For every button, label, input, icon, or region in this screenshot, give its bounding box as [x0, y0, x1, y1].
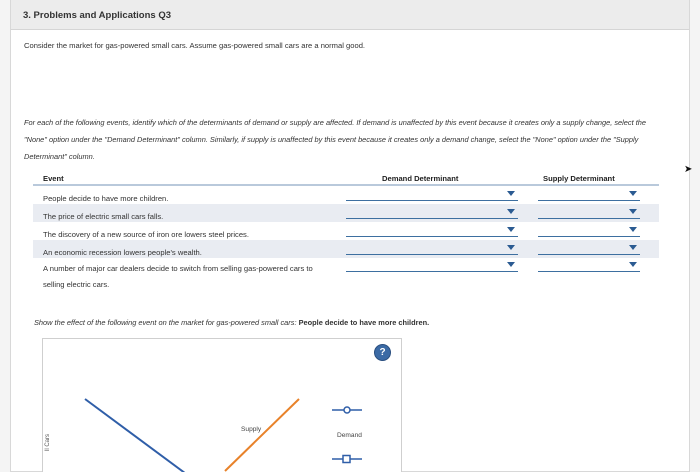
demand-tool-icon[interactable] — [332, 406, 362, 414]
supply-tool-icon[interactable] — [332, 454, 362, 464]
demand-determinant-dropdown[interactable] — [346, 208, 518, 219]
dropdown-arrow-icon[interactable] — [507, 191, 515, 196]
event-text: The price of electric small cars falls. — [43, 212, 164, 221]
graph-panel[interactable] — [42, 338, 402, 472]
supply-determinant-dropdown[interactable] — [538, 244, 640, 255]
y-axis-label: ll Cars — [45, 433, 51, 451]
table-row — [33, 222, 659, 240]
dropdown-arrow-icon[interactable] — [507, 227, 515, 232]
problem-page — [10, 0, 693, 472]
dropdown-arrow-icon[interactable] — [629, 262, 637, 267]
dropdown-arrow-icon[interactable] — [629, 245, 637, 250]
supply-curve[interactable] — [225, 399, 299, 471]
dropdown-arrow-icon[interactable] — [629, 227, 637, 232]
column-header-supply: Supply Determinant — [543, 174, 615, 183]
supply-determinant-dropdown[interactable] — [538, 261, 640, 272]
table-header — [33, 170, 659, 186]
table-row — [33, 204, 659, 222]
demand-determinant-dropdown[interactable] — [346, 244, 518, 255]
question-header — [11, 0, 689, 30]
demand-determinant-dropdown[interactable] — [346, 226, 518, 237]
mouse-cursor-icon: ➤ — [684, 164, 693, 175]
demand-determinant-dropdown[interactable] — [346, 190, 518, 201]
supply-determinant-dropdown[interactable] — [538, 226, 640, 237]
dropdown-arrow-icon[interactable] — [507, 245, 515, 250]
question-title: 3. Problems and Applications Q3 — [23, 10, 171, 21]
graph-instruction — [34, 318, 674, 327]
instructions-text: For each of the following events, identify which of the determinants of demand or supply are affected. If demand is unaffected by this event because it creates only a supply change, select the "None" option under the "Demand Determinant" column. Similarly, if supply is unaffected by this event because it creates only a demand change, select the "None" option under the "Supply Determinant" column. — [24, 118, 646, 161]
supply-curve-label: Supply — [241, 426, 262, 433]
dropdown-arrow-icon[interactable] — [629, 191, 637, 196]
dropdown-arrow-icon[interactable] — [507, 209, 515, 214]
dropdown-arrow-icon[interactable] — [507, 262, 515, 267]
demand-determinant-dropdown[interactable] — [346, 261, 518, 272]
determinants-table — [33, 170, 659, 292]
event-text: People decide to have more children. — [43, 194, 169, 203]
event-text: A number of major car dealers decide to switch from selling gas-powered cars to selling electric cars. — [43, 264, 313, 289]
table-row — [33, 186, 659, 204]
column-header-demand: Demand Determinant — [382, 174, 459, 183]
graph-instruction-event: People decide to have more children. — [298, 318, 430, 327]
supply-determinant-dropdown[interactable] — [538, 190, 640, 201]
column-header-event: Event — [43, 174, 64, 183]
event-text: The discovery of a new source of iron ore lowers steel prices. — [43, 230, 249, 239]
dropdown-arrow-icon[interactable] — [629, 209, 637, 214]
demand-curve[interactable] — [85, 399, 193, 472]
event-text: An economic recession lowers people's wealth. — [43, 248, 202, 257]
help-button[interactable]: ? — [374, 344, 391, 361]
supply-determinant-dropdown[interactable] — [538, 208, 640, 219]
table-row — [33, 240, 659, 258]
table-row — [33, 258, 659, 292]
intro-text: Consider the market for gas-powered small cars. Assume gas-powered small cars are a normal good. — [24, 41, 366, 50]
graph-instruction-prefix: Show the effect of the following event on the market for gas-powered small cars: — [34, 318, 297, 327]
demand-tool-label: Demand — [337, 432, 362, 439]
